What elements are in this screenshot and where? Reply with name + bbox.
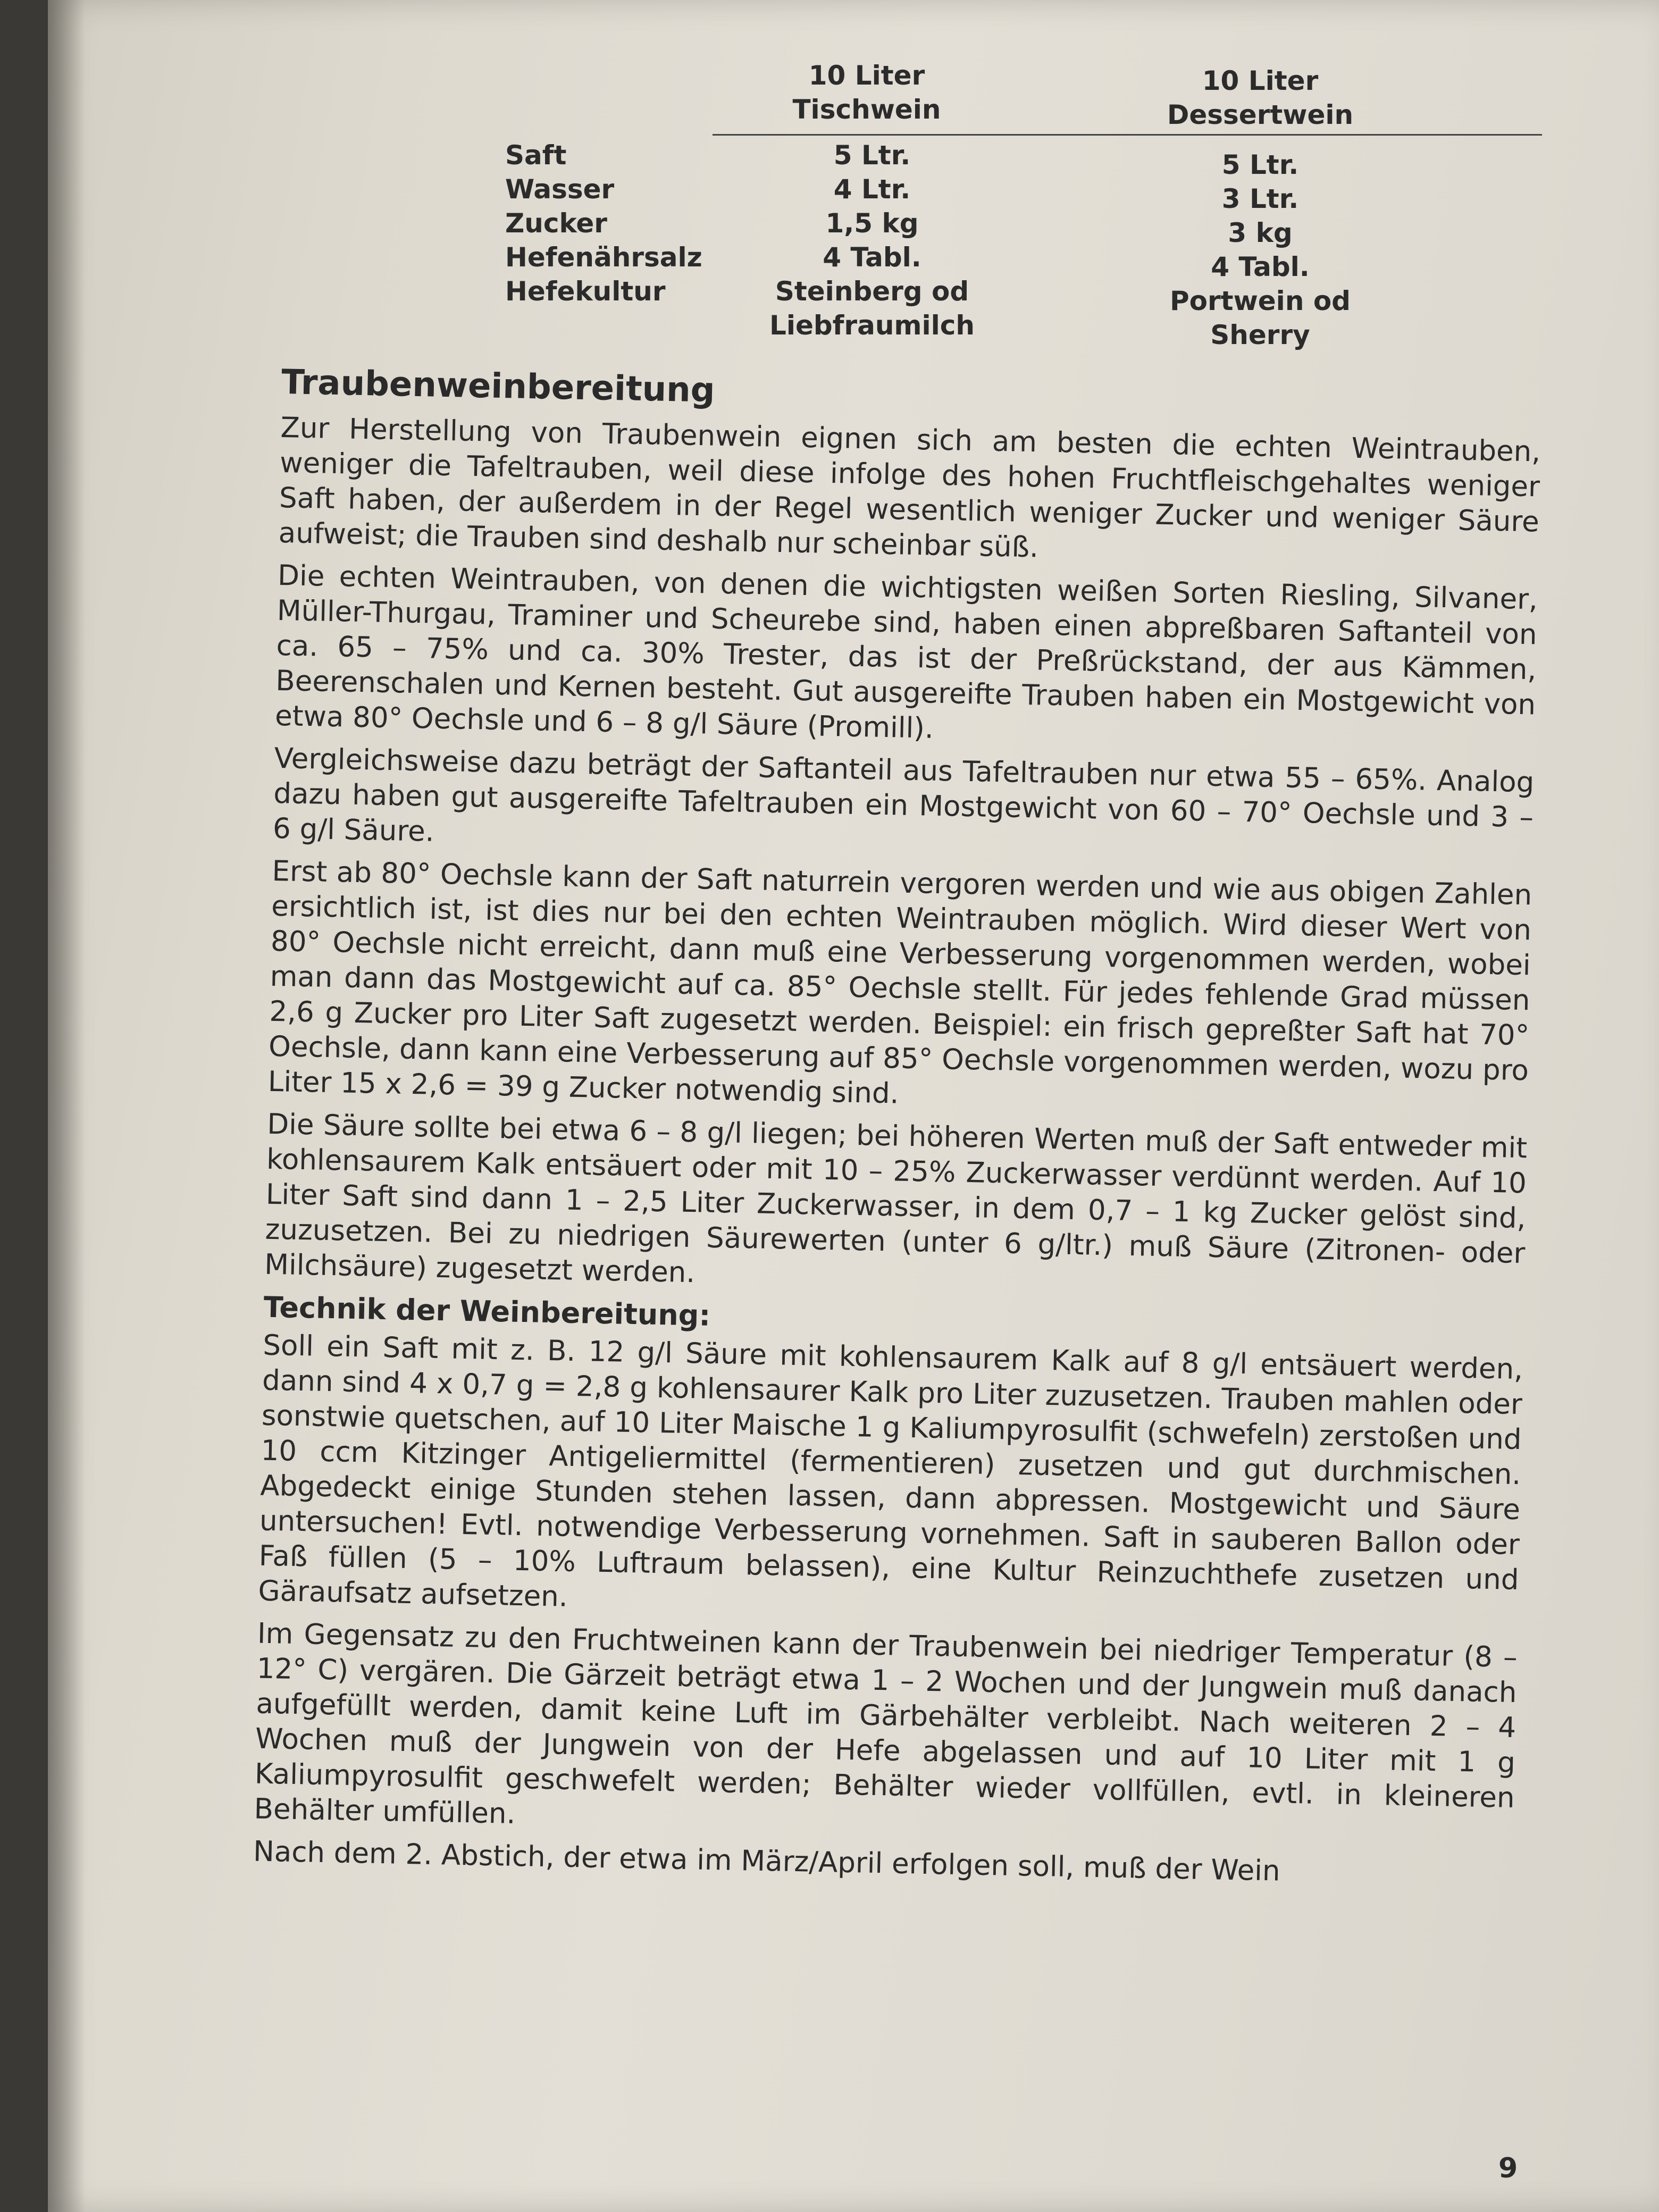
paragraph: Die echten Weintrauben, von denen die wichtigsten weißen Sorten Riesling, Silvaner, Müller-Thurgau, Traminer und Scheurebe sind, haben einen abpreßbaren Saftanteil von ca. 65 – 75% und ca. 30% Trester, das ist der Preßrückstand, der aus Kämmen, Beerenschalen und Kernen besteht. Gut ausgereifte Trauben haben ein Mostgewicht von etwa 80° Oechsle und 6 – 8 g/l Säure (Promill). [274, 559, 1538, 745]
row-label: Zucker [505, 208, 607, 239]
table-cell: 1,5 kg [825, 208, 919, 239]
table-cell: Steinberg od [775, 276, 969, 307]
column-header-tischwein [728, 58, 1005, 127]
row-label: Hefekultur [505, 276, 666, 307]
table-cell: 4 Tabl. [1211, 252, 1310, 282]
dessertwein-values [1111, 148, 1409, 352]
column-header-line: 10 Liter [808, 60, 925, 91]
tischwein-values [728, 138, 1016, 342]
page-number: 9 [1498, 2152, 1518, 2184]
column-header-line: Tischwein [792, 94, 941, 125]
subsection-heading: Technik der Weinbereitung: [263, 1290, 711, 1333]
row-label: Hefenährsalz [505, 242, 702, 273]
table-cell: Liebfraumilch [769, 310, 975, 341]
paragraph: Erst ab 80° Oechsle kann der Saft naturrein vergoren werden und wie aus obigen Zahlen ersichtlich ist, ist dies nur bei den echten Weintrauben möglich. Wird dieser Wert von 80° Oechsle nicht erreicht, dann muß eine Verbesserung vorgenommen werden, wobei man dann das Mostgewicht auf ca. 85° Oechsle stellt. Für jedes fehlende Grad müssen 2,6 g Zucker pro Liter Saft zugesetzt werden. Beispiel: ein frisch gepreßter Saft hat 70° Oechsle, dann kann eine Verbesserung auf 85° Oechsle vorgenommen werden, wozu pro Liter 15 x 2,6 = 39 g Zucker notwendig sind. [267, 854, 1532, 1110]
recipe-table [452, 58, 1547, 362]
table-cell: Sherry [1210, 320, 1310, 350]
column-header-line: Dessertwein [1167, 99, 1354, 130]
paragraph: Nach dem 2. Abstich, der etwa im März/April erfolgen soll, muß der Wein [253, 1835, 1281, 1888]
table-cell: 4 Ltr. [833, 174, 911, 205]
paragraph: Im Gegensatz zu den Fruchtweinen kann der Traubenwein bei niedriger Temperatur (8 – 12° C) vergären. Die Gärzeit beträgt etwa 1 – 2 Wochen und der Jungwein muß danach aufgefüllt werden, damit keine Luft im Gärbehälter verbleibt. Nach weiteren 2 – 4 Wochen muß der Jungwein von der Hefe abgelassen und auf 10 Liter mit 1 g Kaliumpyrosulfit geschwefelt werden; Behälter wieder vollfüllen, evtl. in kleineren Behälter umfüllen. [254, 1617, 1518, 1830]
row-labels [505, 138, 702, 308]
paragraph: Die Säure sollte bei etwa 6 – 8 g/l liegen; bei höheren Werten muß der Saft entweder mit kohlensaurem Kalk entsäuert oder mit 10 – 25% Zuckerwasser verdünnt werden. Auf 10 Liter Saft sind dann 1 – 2,5 Liter Zuckerwasser, in dem 0,7 – 1 kg Zucker gelöst sind, zuzusetzen. Bei zu niedrigen Säurewerten (unter 6 g/ltr.) muß Säure (Zitronen- oder Milchsäure) zugesetzt werden. [264, 1108, 1528, 1289]
book-page [48, 0, 1659, 2212]
column-header-line: 10 Liter [1202, 65, 1319, 96]
row-label: Saft [505, 140, 567, 171]
table-cell: 5 Ltr. [1221, 149, 1299, 180]
row-label: Wasser [505, 174, 615, 205]
paragraph: Zur Herstellung von Traubenwein eignen sich am besten die echten Weintrauben, weniger die Tafeltrauben, weil diese infolge des hohen Fruchtfleischgehaltes weniger Saft haben, der außerdem in der Regel wesentlich weniger Zucker und weniger Säure aufweist; die Trauben sind deshalb nur scheinbar süß. [278, 411, 1541, 564]
table-cell: 3 kg [1228, 217, 1293, 248]
table-cell: 3 Ltr. [1221, 183, 1299, 214]
table-cell: Portwein od [1170, 286, 1351, 316]
paragraph: Vergleichsweise dazu beträgt der Saftanteil aus Tafeltrauben nur etwa 55 – 65%. Analog dazu haben gut ausgereifte Tafeltrauben ein Mostgewicht von 60 – 70° Oechsle und 3 – 6 g/l Säure. [272, 742, 1535, 848]
body-text [253, 362, 1541, 1901]
section-heading: Traubenweinbereitung [281, 362, 716, 410]
paragraph: Soll ein Saft mit z. B. 12 g/l Säure mit kohlensaurem Kalk auf 8 g/l entsäuert werden, dann sind 4 x 0,7 g = 2,8 g kohlensaurer Kalk pro Liter zuzusetzen. Trauben mahlen oder sonstwie quetschen, auf 10 Liter Maische 1 g Kaliumpyrosulfit (schwefeln) zerstoßen und 10 ccm Kitzinger Antigeliermittel (fermentieren) zusetzen und gut durchmischen. Abgedeckt einige Stunden stehen lassen, dann abpressen. Mostgewicht und Säure untersuchen! Evtl. notwendige Verbesserung vornehmen. Saft in sauberen Ballon oder Faß füllen (5 – 10% Luftraum belassen), eine Kultur Reinzuchthefe zusetzen und Gäraufsatz aufsetzen. [258, 1329, 1523, 1613]
table-cell: 5 Ltr. [833, 140, 911, 171]
table-header-rule [713, 134, 1542, 136]
table-cell: 4 Tabl. [823, 242, 921, 273]
column-header-dessertwein [1111, 64, 1409, 132]
